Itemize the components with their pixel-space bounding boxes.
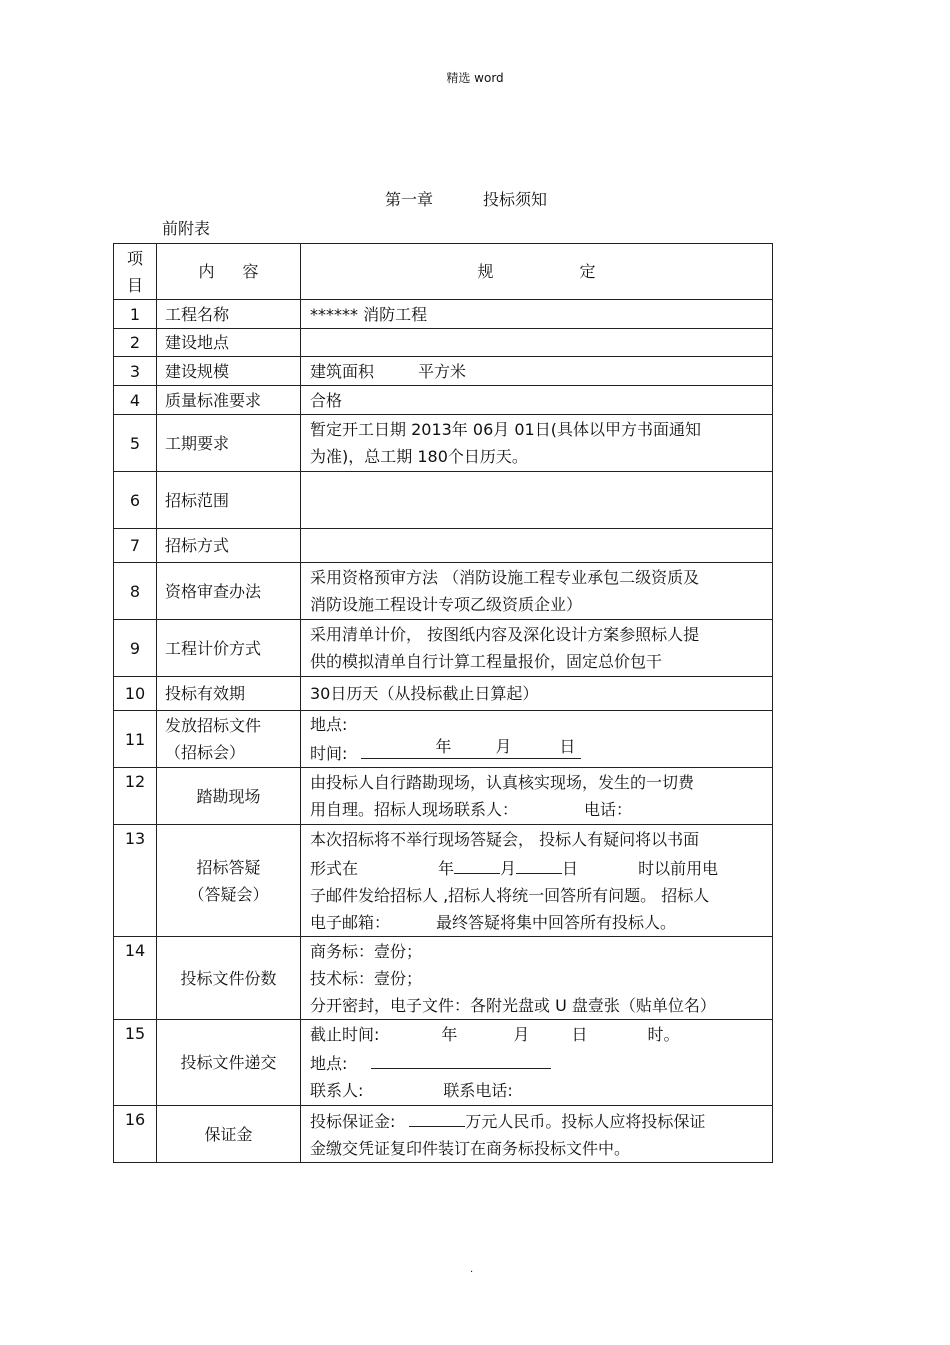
table-row xyxy=(114,386,773,415)
attachment-table xyxy=(113,243,773,1163)
row-no: 2 xyxy=(114,329,157,357)
row-rule: 截止时间: 年 月 日 时。 地点: 联系人: 联系电话: xyxy=(301,1020,773,1106)
header-item: 内 容 xyxy=(157,244,301,300)
table-row xyxy=(114,563,773,620)
row-rule xyxy=(301,529,773,563)
row-rule: 30日历天（从投标截止日算起） xyxy=(301,677,773,711)
page-header: 精选 word xyxy=(446,71,504,85)
row-no: 4 xyxy=(114,386,157,415)
row-item: 资格审查办法 xyxy=(157,563,301,620)
row-item: 建设规模 xyxy=(157,357,301,386)
row-item: 招标答疑 （答疑会） xyxy=(157,825,301,937)
row-rule: ****** 消防工程 xyxy=(301,300,773,329)
row-item: 发放招标文件 （招标会） xyxy=(157,711,301,768)
table-row xyxy=(114,937,773,1020)
row-no: 10 xyxy=(114,677,157,711)
table-row xyxy=(114,768,773,825)
table-row xyxy=(114,1106,773,1163)
table-row xyxy=(114,300,773,329)
row-rule: 商务标：壹份； 技术标：壹份； 分开密封，电子文件：各附光盘或 U 盘壹张（贴单位名） xyxy=(301,937,773,1020)
table-row xyxy=(114,825,773,937)
row-item: 投标文件递交 xyxy=(157,1020,301,1106)
chapter-label: 第一章 xyxy=(385,190,434,209)
row-rule: 暂定开工日期 2013年 06月 01日(具体以甲方书面通知 为准)，总工期 180个日历天。 xyxy=(301,415,773,472)
table-row xyxy=(114,357,773,386)
row-no: 5 xyxy=(114,415,157,472)
row-no: 16 xyxy=(114,1106,157,1163)
table-row xyxy=(114,1020,773,1106)
table-header-row xyxy=(114,244,773,300)
row-no: 7 xyxy=(114,529,157,563)
table-row xyxy=(114,620,773,677)
row-rule xyxy=(301,329,773,357)
row-item: 踏勘现场 xyxy=(157,768,301,825)
table-row xyxy=(114,472,773,529)
table-row xyxy=(114,711,773,768)
row-rule: 采用清单计价， 按图纸内容及深化设计方案参照标人提 供的模拟清单自行计算工程量报价，固定总价包干 xyxy=(301,620,773,677)
row-item: 投标文件份数 xyxy=(157,937,301,1020)
row-rule: 地点: 时间: 年 月 日 xyxy=(301,711,773,768)
row-no: 13 xyxy=(114,825,157,937)
row-rule: 本次招标将不举行现场答疑会， 投标人有疑问将以书面 形式在 年 月 日 时以前用电 子邮件发给招标人 ,招标人将统一回答所有问题。 招标人 电子邮箱： 最终答疑将集中回答所有投标人。 xyxy=(301,825,773,937)
row-item: 投标有效期 xyxy=(157,677,301,711)
chapter-heading xyxy=(385,187,547,210)
row-item: 工程计价方式 xyxy=(157,620,301,677)
page-footer: . xyxy=(470,1264,474,1275)
table-caption: 前附表 xyxy=(162,219,211,238)
row-no: 9 xyxy=(114,620,157,677)
chapter-title: 投标须知 xyxy=(483,190,548,209)
row-no: 15 xyxy=(114,1020,157,1106)
table-row xyxy=(114,415,773,472)
row-item: 工程名称 xyxy=(157,300,301,329)
row-rule: 投标保证金: 万元人民币。投标人应将投标保证 金缴交凭证复印件装订在商务标投标文件中。 xyxy=(301,1106,773,1163)
table-row xyxy=(114,677,773,711)
row-rule: 建筑面积 平方米 xyxy=(301,357,773,386)
row-rule xyxy=(301,472,773,529)
row-no: 1 xyxy=(114,300,157,329)
row-no: 11 xyxy=(114,711,157,768)
header-rule: 规 定 xyxy=(301,244,773,300)
row-rule: 由投标人自行踏勘现场，认真核实现场，发生的一切费 用自理。招标人现场联系人： 电话： xyxy=(301,768,773,825)
row-item: 质量标准要求 xyxy=(157,386,301,415)
row-item: 工期要求 xyxy=(157,415,301,472)
row-item: 建设地点 xyxy=(157,329,301,357)
table-row xyxy=(114,329,773,357)
row-no: 6 xyxy=(114,472,157,529)
row-no: 12 xyxy=(114,768,157,825)
row-no: 8 xyxy=(114,563,157,620)
row-item: 招标范围 xyxy=(157,472,301,529)
header-no: 项 目 xyxy=(114,244,157,300)
row-rule: 合格 xyxy=(301,386,773,415)
row-no: 3 xyxy=(114,357,157,386)
row-item: 招标方式 xyxy=(157,529,301,563)
row-no: 14 xyxy=(114,937,157,1020)
row-item: 保证金 xyxy=(157,1106,301,1163)
row-rule: 采用资格预审方法 （消防设施工程专业承包二级资质及 消防设施工程设计专项乙级资质企业） xyxy=(301,563,773,620)
table-row xyxy=(114,529,773,563)
